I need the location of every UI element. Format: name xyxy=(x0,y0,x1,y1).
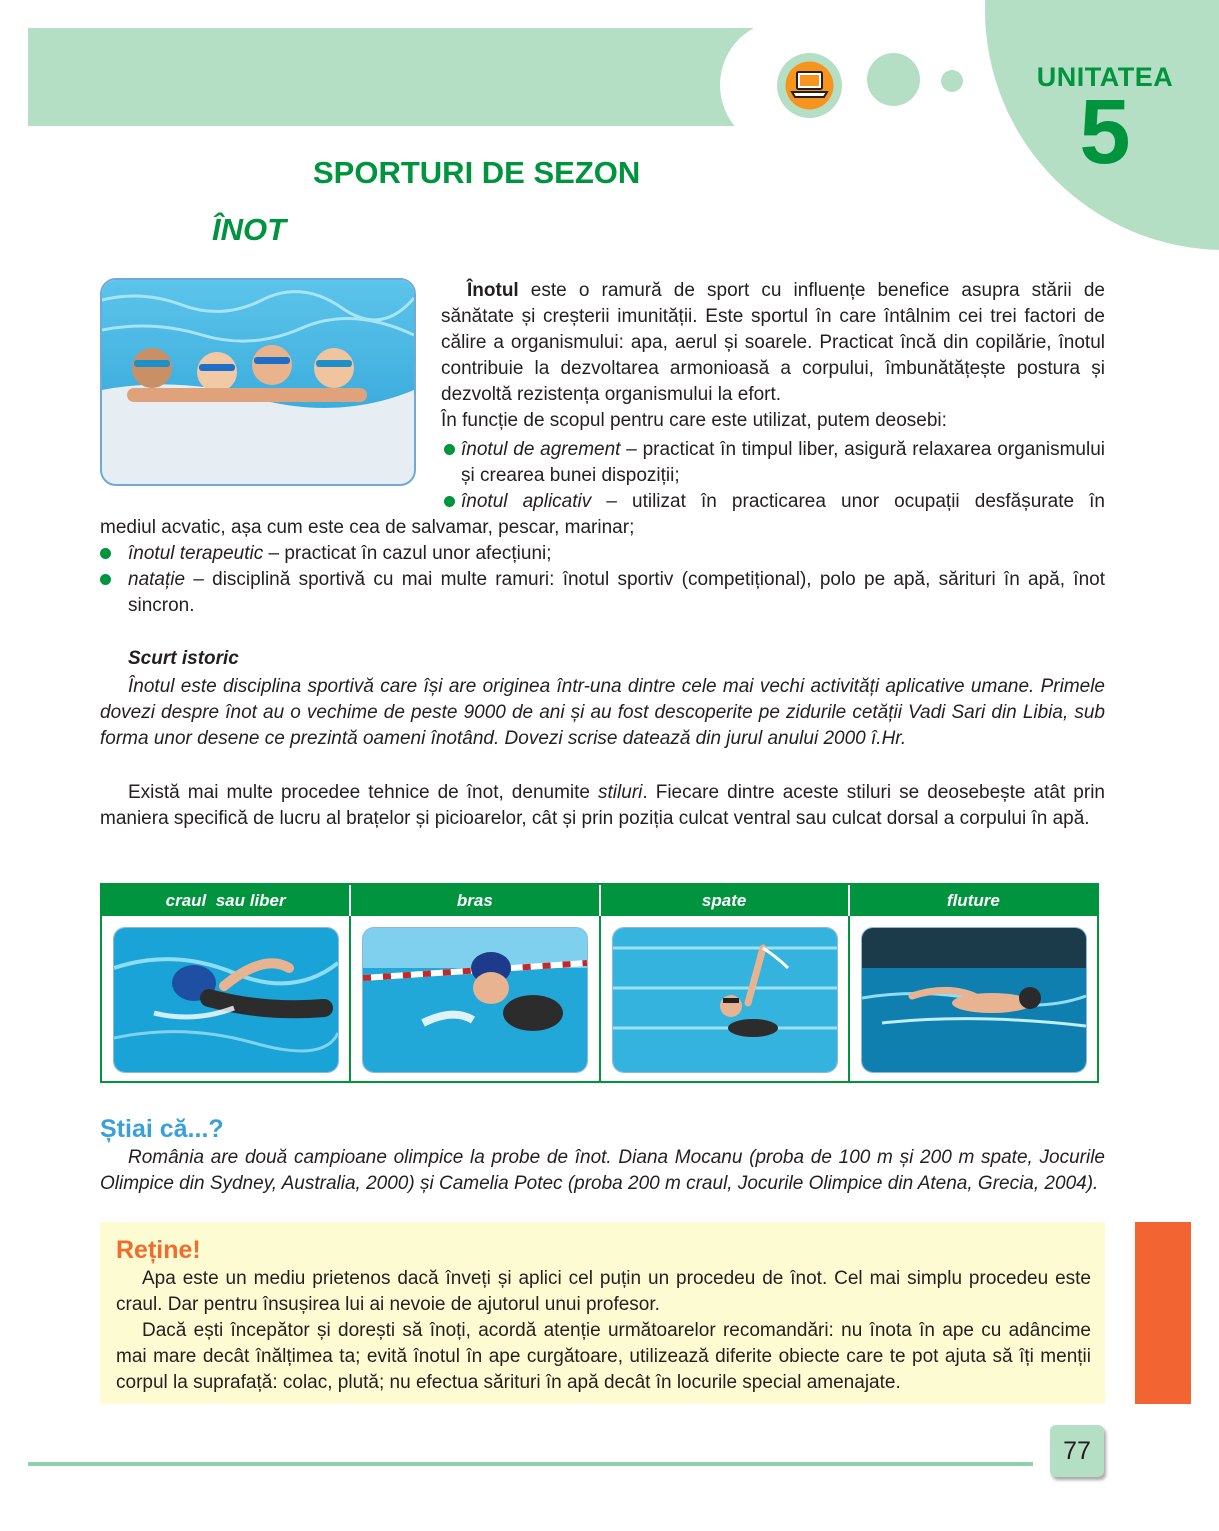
type-term: înotul de agrement xyxy=(461,439,621,460)
list-item xyxy=(441,437,1105,489)
type-term: natație xyxy=(128,569,186,590)
list-item xyxy=(100,567,1105,619)
retain-paragraph-2: Dacă ești începător și dorești să înoți, acordă atenție următoarelor recomandări: nu înota în ape cu adâncime mai mare decât înălțimea ta; evită înotul în ape curgătoare, utilizează diferite obiecte care te pot ajuta să îți menții corpul la suprafață: colac, plută; nu efectua sărituri în apă decât în locurile special amenajate. xyxy=(116,1320,1091,1393)
type-desc: – practicat în cazul unor afecțiuni; xyxy=(263,543,552,564)
swim-styles-header xyxy=(102,885,1097,916)
did-you-know-text xyxy=(100,1145,1105,1197)
style-header-breaststroke: bras xyxy=(351,885,600,916)
kids-pool-photo xyxy=(100,278,416,486)
swim-styles-photos xyxy=(102,916,1097,1081)
styles-text-after: . Fiecare dintre aceste stiluri se deosebește atât prin maniera specifică de lucru al brațelor și picioarelor, cât și prin poziția culcat ventral sau culcat dorsal a corpului în apă. xyxy=(100,782,1105,829)
retain-paragraph-1: Apa este un mediu prietenos dacă înveți și aplici cel puțin un procedeu de înot. Cel mai simplu procedeu este craul. Dar pentru însușirea lui ai nevoie de ajutorul unui profesor. xyxy=(116,1268,1091,1315)
intro-paragraph xyxy=(441,278,1105,434)
style-cell-breaststroke xyxy=(351,916,600,1081)
did-you-know-body: România are două campioane olimpice la probe de înot. Diana Mocanu (proba de 100 m și 200 m spate, Jocurile Olimpice din Sydney, Australia, 2000) și Camelia Potec (proba 200 m craul, Jocurile Olimpice din Atena, Grecia, 2004). xyxy=(100,1147,1105,1194)
style-header-crawl: craul sau liber xyxy=(102,885,351,916)
style-cell-backstroke xyxy=(601,916,850,1081)
list-item-continuation: mediul acvatic, așa cum este cea de salvamar, pescar, marinar; xyxy=(100,517,635,538)
type-term: înotul terapeutic xyxy=(128,543,264,564)
type-desc: – disciplină sportivă cu mai multe ramuri: înotul sportiv (competițional), polo pe apă, sărituri în apă, înot sincron. xyxy=(128,569,1105,616)
bullet-icon xyxy=(100,548,111,559)
backstroke-photo xyxy=(612,927,838,1073)
swim-styles-table xyxy=(100,883,1099,1083)
bullet-icon xyxy=(444,496,455,507)
type-term: înotul aplicativ xyxy=(461,491,592,512)
section-title: ÎNOT xyxy=(212,212,287,247)
laptop-icon xyxy=(777,53,842,118)
unit-label: UNITATEA xyxy=(1036,62,1174,92)
laptop-icon-badge xyxy=(777,53,842,118)
list-item xyxy=(100,541,1105,567)
style-cell-crawl xyxy=(102,916,351,1081)
type-desc: – utilizat în practicarea unor ocupații desfășurate în xyxy=(591,491,1105,512)
intro-lead: Înotul xyxy=(467,280,519,301)
bullet-icon xyxy=(100,574,111,585)
styles-paragraph xyxy=(100,780,1105,832)
styles-term: stiluri xyxy=(598,782,643,803)
footer-line xyxy=(28,1462,1033,1466)
retain-text xyxy=(116,1266,1091,1396)
history-heading: Scurt istoric xyxy=(128,648,239,669)
crawl-photo xyxy=(113,927,339,1073)
type-desc: – practicat în timpul liber, asigură relaxarea organismului și crearea bunei dispoziții; xyxy=(461,439,1105,486)
butterfly-photo xyxy=(861,927,1087,1073)
side-tab xyxy=(1135,1222,1191,1404)
page-title: SPORTURI DE SEZON xyxy=(313,155,641,190)
list-item xyxy=(441,489,1105,515)
history-text xyxy=(100,674,1105,752)
styles-text-before: Există mai multe procedee tehnice de înot, denumite xyxy=(128,782,599,803)
style-cell-butterfly xyxy=(850,916,1097,1081)
style-header-butterfly: fluture xyxy=(946,891,1000,910)
unit-number: 5 xyxy=(1079,81,1131,183)
decor-dot-small xyxy=(941,70,963,92)
did-you-know-heading: Știai că...? xyxy=(100,1115,224,1143)
style-header-backstroke: spate xyxy=(601,885,850,916)
breaststroke-photo xyxy=(362,927,588,1073)
retain-heading: Reține! xyxy=(116,1236,201,1264)
header-band xyxy=(28,28,768,126)
decor-dot xyxy=(867,53,920,106)
intro-text: este o ramură de sport cu influențe benefice asupra stării de sănătate și creșterii imunității. Este sportul în care întâlnim cei trei factori de călire a organismului: apa, aerul și soarele. Practicat încă din copilărie, înotul contribuie la dezvoltarea armonioasă a corpului, îmbunătățește postura și dezvoltă rezistența organismului la efort. xyxy=(441,280,1105,405)
page-number: 77 xyxy=(1050,1425,1104,1477)
bullet-icon xyxy=(444,444,455,455)
types-intro: În funcție de scopul pentru care este utilizat, putem deosebi: xyxy=(441,410,947,431)
history-body: Înotul este disciplina sportivă care își are originea într-una dintre cele mai vechi activități aplicative umane. Primele dovezi despre înot au o vechime de peste 9000 de ani și au fost descoperite pe zidurile cetății Vadi Sari din Libia, sub forma unor desene ce prezintă oameni înotând. Dovezi scrise datează din jurul anului 2000 î.Hr. xyxy=(100,676,1105,749)
